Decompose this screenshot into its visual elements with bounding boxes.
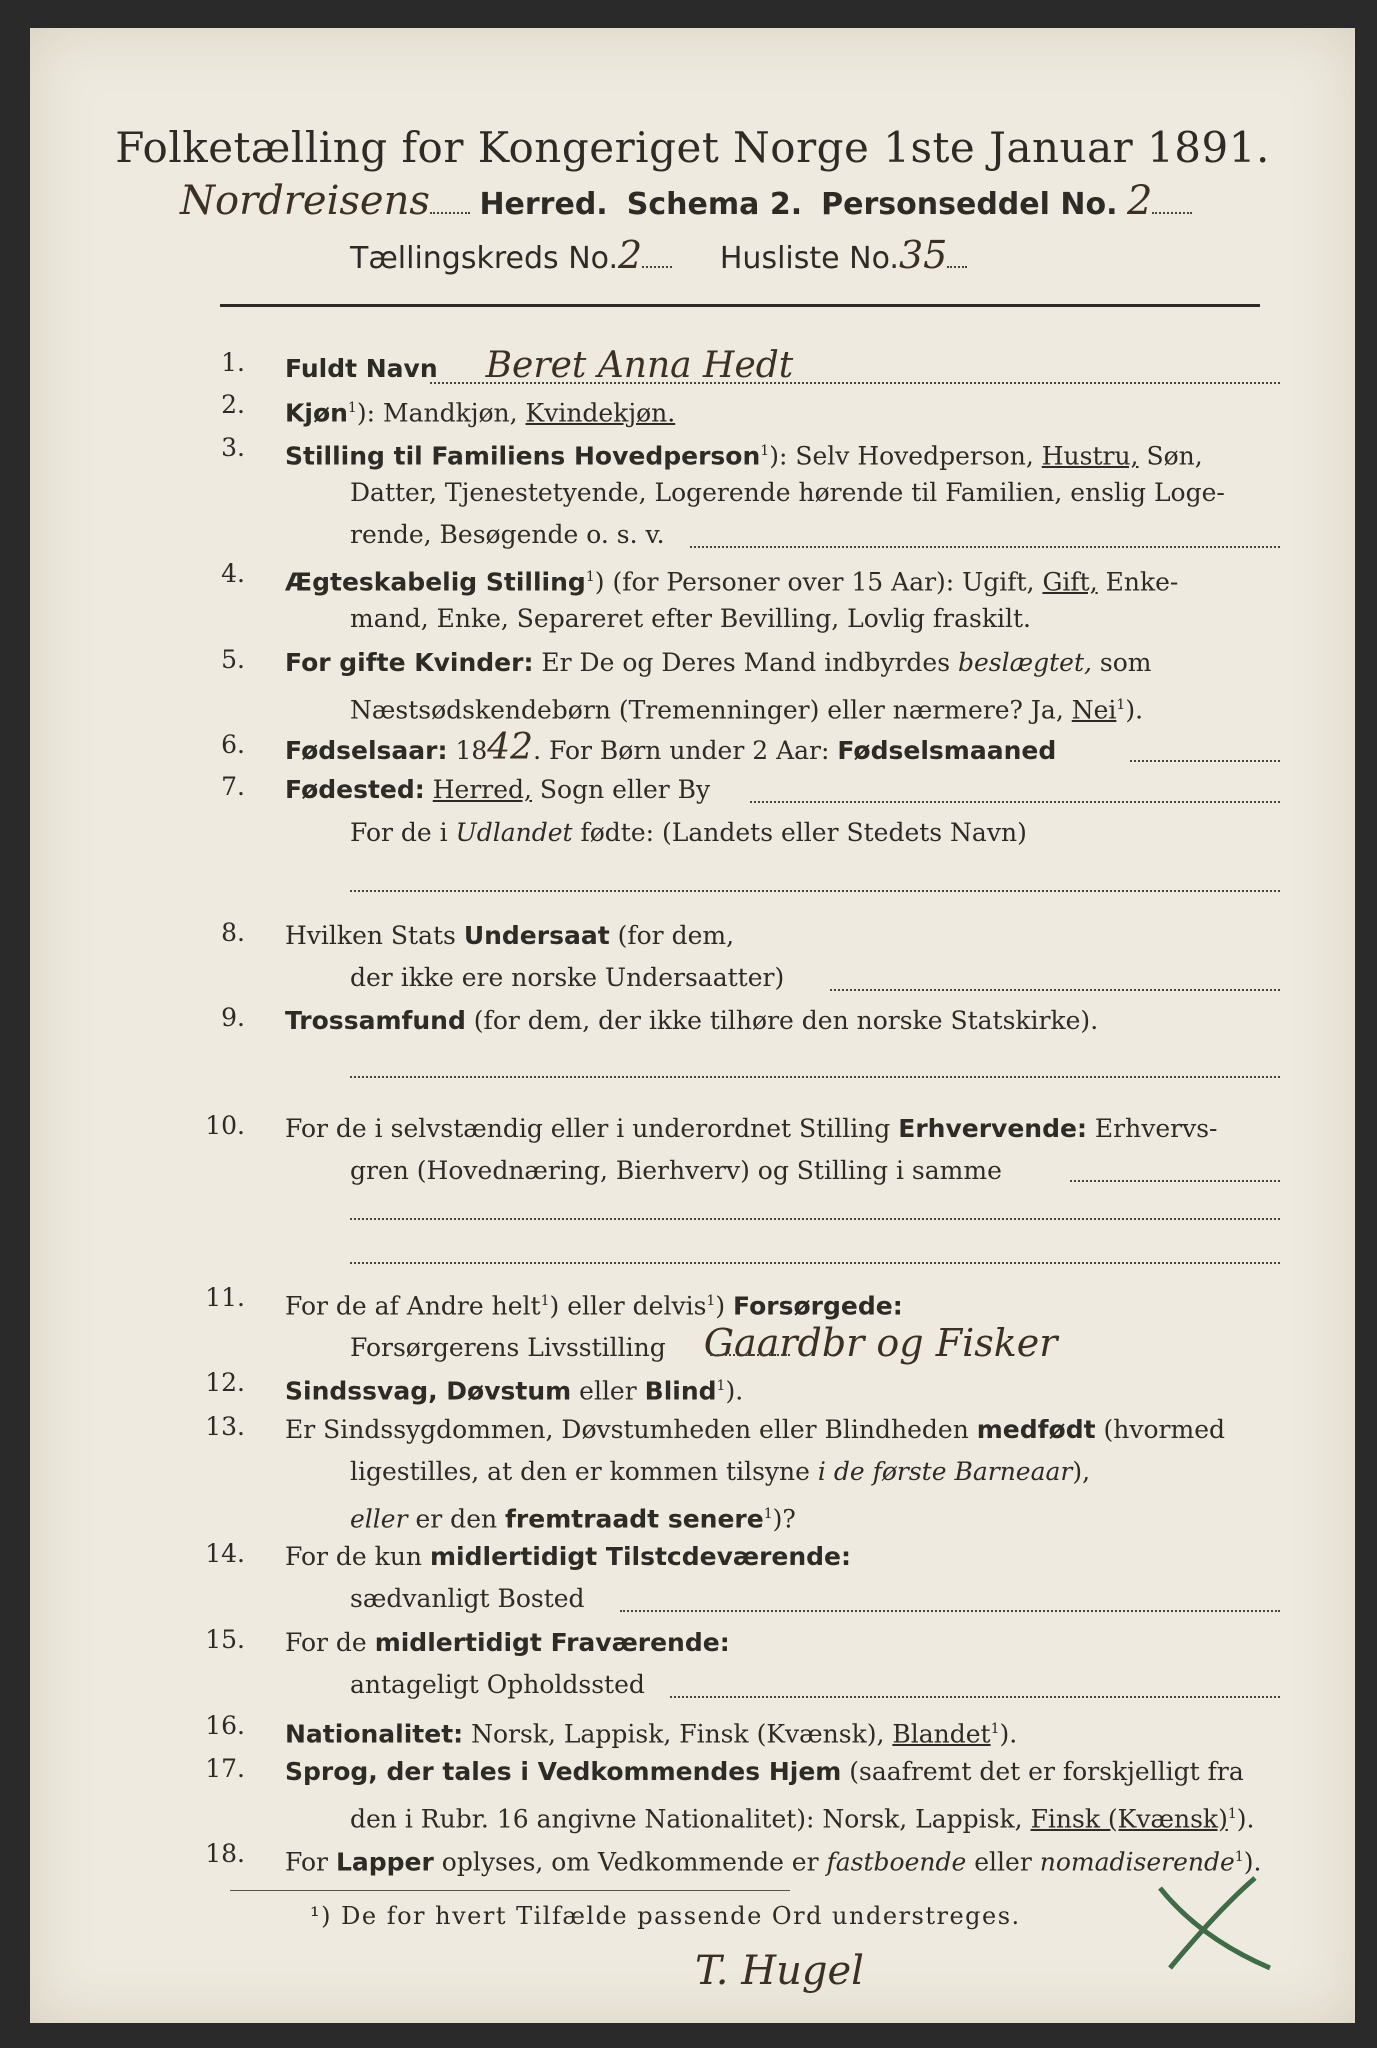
q18-text-b: oplyses, om Vedkommende er [433, 1847, 827, 1877]
q18-text: For [285, 1847, 336, 1877]
footnote-marker: 1 [347, 400, 357, 416]
q2-underlined-answer: Kvindekjøn. [525, 398, 676, 428]
q13-line3-italic: eller [350, 1504, 408, 1534]
q10-label: Erhvervende: [898, 1114, 1087, 1143]
q6-label2: Fødselsmaaned [837, 736, 1057, 765]
q11-line2 [350, 1321, 1058, 1366]
item-number: 9. [221, 1003, 245, 1032]
q18-row [285, 1839, 1261, 1880]
q18-label: Lapper [335, 1847, 434, 1877]
q17-label: Sprog, der tales i Vedkommendes Hjem [285, 1757, 842, 1786]
item-number: 1. [221, 348, 245, 377]
q15-dotted-line [670, 1696, 1280, 1698]
q11-label: Forsørgede: [733, 1291, 903, 1321]
q3-text: ): Selv Hovedperson, [769, 441, 1042, 471]
item-number: 8. [221, 918, 245, 947]
q12-text: eller [571, 1376, 645, 1406]
q4-label: Ægteskabelig Stilling [285, 567, 586, 597]
q3-line3: rende, Besøgende o. s. v. [350, 520, 665, 549]
signature: T. Hugel [695, 1948, 864, 1994]
q12-label2: Blind [644, 1376, 717, 1406]
q17-underlined-answer: Finsk (Kvænsk) [1030, 1804, 1228, 1834]
q7-line2-italic: Udlandet [455, 818, 573, 847]
footnote-marker: 1 [1116, 697, 1126, 713]
item-number: 2. [221, 390, 245, 419]
footnote-marker: 1 [763, 1506, 773, 1522]
item-number: 17. [205, 1754, 245, 1783]
q2-label: Kjøn [285, 398, 348, 428]
item-number: 15. [205, 1625, 245, 1654]
q7-dotted-line-2 [350, 890, 1280, 892]
q14-text: For de kun [285, 1542, 430, 1571]
q8-dotted-line [830, 989, 1280, 991]
schema-label: Schema 2. [626, 187, 803, 222]
q1-name-value: Beret Anna Hedt [485, 345, 794, 386]
q13-line3-text: er den [407, 1504, 506, 1534]
q10-dotted-line-3 [350, 1262, 1280, 1264]
q6-year-prefix: 18 [455, 736, 488, 765]
green-check-mark-icon [1150, 1868, 1290, 1988]
q17-line2 [350, 1796, 1254, 1837]
q4-line2: mand, Enke, Separeret efter Bevilling, Lovlig fraskilt. [350, 604, 1031, 633]
q6-dotted-line [1130, 760, 1280, 762]
q2-row [285, 390, 675, 431]
item-number: 3. [221, 433, 245, 462]
q9-dotted-line [350, 1076, 1280, 1078]
q14-row [285, 1539, 851, 1575]
q3-text-b: Søn, [1138, 441, 1203, 471]
husliste-value: 35 [898, 233, 948, 277]
q13-label2: fremtraadt senere [505, 1504, 764, 1534]
q16-text: Norsk, Lappisk, Finsk (Kvænsk), [463, 1719, 893, 1749]
q5-underlined-answer: Nei [1071, 695, 1117, 725]
q5-text-b: som [1091, 648, 1152, 677]
q13-line2-italic: i de første Barneaar [817, 1457, 1073, 1486]
q12-label: Sindssvag, Døvstum [285, 1376, 572, 1406]
footnote: ¹) De for hvert Tilfælde passende Ord understreges. [310, 1902, 1021, 1930]
q11-provider-value: Gaardbr og Fisker [703, 1321, 1058, 1365]
q15-text: For de [285, 1628, 375, 1657]
q3-dotted-line [690, 546, 1280, 548]
q13-line2 [350, 1454, 1090, 1490]
item-number: 12. [205, 1368, 245, 1397]
q12-row [285, 1368, 743, 1409]
herred-value: Nordreisens [180, 178, 430, 224]
q13-label: medfødt [976, 1415, 1096, 1444]
q11-line2-text: Forsørgerens Livsstilling [350, 1333, 666, 1362]
footnote-marker: 1 [716, 1378, 726, 1394]
q2-text: ): Mandkjøn, [356, 398, 526, 428]
item-number: 6. [221, 730, 245, 759]
q5-row [285, 645, 1152, 681]
q16-row [285, 1711, 1017, 1752]
footnote-marker: 1 [1227, 1806, 1237, 1822]
q5-line2 [350, 687, 1143, 728]
q17-line2-text: den i Rubr. 16 angivne Nationalitet): Norsk, Lappisk, [350, 1804, 1031, 1834]
footnote-marker: 1 [706, 1293, 716, 1309]
q5-text: Er De og Deres Mand indbyrdes [533, 648, 958, 677]
q5-text-c: ). [1125, 695, 1144, 725]
q15-line2: antageligt Opholdssted [350, 1670, 645, 1699]
q17-row [285, 1754, 1244, 1790]
footnote-marker: 1 [760, 443, 770, 459]
q13-line3-text-b: )? [772, 1504, 796, 1534]
herred-label: Herred. [479, 187, 608, 222]
q8-text-b: (for dem, [609, 921, 735, 950]
q3-row [285, 433, 1203, 474]
q1-dotted-line [430, 382, 1280, 384]
q7-underlined-answer: Herred, [432, 775, 532, 804]
q14-line2: sædvanligt Bosted [350, 1584, 585, 1613]
q14-label: midlertidigt Tilstcdeværende: [429, 1542, 852, 1571]
q5-line2-text: Næstsødskendebørn (Tremenninger) eller nærmere? Ja, [350, 695, 1072, 725]
q6-text: . For Børn under 2 Aar: [533, 736, 838, 765]
footnote-rule [230, 1890, 790, 1891]
q11-text: For de af Andre helt [285, 1291, 541, 1321]
q11-dotted-line [710, 1354, 790, 1356]
q4-text: ) (for Personer over 15 Aar): Ugift, [594, 567, 1043, 597]
item-number: 18. [205, 1839, 245, 1868]
q16-text-b: ). [999, 1719, 1018, 1749]
kreds-value: 2 [618, 233, 643, 277]
q13-text-b: (hvormed [1095, 1415, 1225, 1444]
q8-line2: der ikke ere norske Undersaatter) [350, 963, 785, 992]
q4-row [285, 559, 1178, 600]
q13-text: Er Sindssygdommen, Døvstumheden eller Blindheden [285, 1415, 977, 1444]
q8-row [285, 918, 734, 954]
q15-row [285, 1625, 730, 1661]
item-number: 4. [221, 559, 245, 588]
item-number: 7. [221, 772, 245, 801]
q6-label: Fødselsaar: [285, 736, 448, 765]
footnote-marker: 1 [540, 1293, 550, 1309]
q1-label: Fuldt Navn [285, 354, 438, 383]
q3-underlined-answer: Hustru, [1041, 441, 1139, 471]
q11-row: For de af Andre helt$^1$) eller delvis$^1$) Forsørgede: [285, 1291, 903, 1321]
q3-label: Stilling til Familiens Hovedperson [285, 441, 761, 471]
q10-dotted-line [1070, 1180, 1280, 1182]
herred-line [180, 178, 1192, 224]
q16-underlined-answer: Blandet [892, 1719, 991, 1749]
q4-text-b: Enke- [1097, 567, 1179, 597]
item-number: 13. [205, 1412, 245, 1441]
q4-underlined-answer: Gift, [1042, 567, 1098, 597]
footnote-marker: 1 [990, 1721, 1000, 1737]
q3-line2: Datter, Tjenestetyende, Logerende hørende til Familien, enslig Loge- [350, 478, 1225, 507]
q9-row [285, 1003, 1098, 1039]
q7-line2-text-b: fødte: (Landets eller Stedets Navn) [572, 818, 1027, 847]
item-number: 11. [205, 1283, 245, 1312]
header-rule [220, 304, 1260, 307]
q5-label: For gifte Kvinder: [285, 648, 534, 677]
kreds-line [350, 233, 967, 277]
footnote-marker: 1 [585, 569, 595, 585]
q18-italic2: nomadiserende [1039, 1847, 1235, 1877]
q7-line2 [350, 815, 1027, 851]
q7-row [285, 772, 710, 808]
q13-line2-text-b: ), [1072, 1457, 1091, 1486]
q5-italic: beslægtet, [958, 648, 1092, 677]
q18-text-d: ). [1243, 1847, 1262, 1877]
q10-text: For de i selvstændig eller i underordnet Stilling [285, 1114, 899, 1143]
q10-row [285, 1111, 1217, 1147]
q18-text-c: eller [966, 1847, 1040, 1877]
q9-text: (for dem, der ikke tilhøre den norske Statskirke). [465, 1006, 1099, 1035]
personseddel-label: Personseddel No. [821, 187, 1118, 222]
q8-text: Hvilken Stats [285, 921, 464, 950]
item-number: 16. [205, 1711, 245, 1740]
q16-label: Nationalitet: [285, 1719, 464, 1749]
q7-dotted-line [750, 801, 1280, 803]
form-title: Folketælling for Kongeriget Norge 1ste Januar 1891. [115, 123, 1270, 172]
personseddel-value: 2 [1127, 178, 1153, 224]
q14-dotted-line [620, 1610, 1280, 1612]
q6-year-value: 42 [487, 727, 534, 768]
husliste-label: Husliste No. [719, 241, 899, 276]
q8-label: Undersaat [463, 921, 610, 950]
q18-italic1: fastboende [826, 1847, 967, 1877]
census-form [30, 28, 1355, 2023]
q11-text-b: ) eller delvis [549, 1291, 707, 1321]
item-number: 10. [205, 1111, 245, 1140]
kreds-label: Tællingskreds No. [350, 241, 618, 276]
q6-row [285, 727, 1057, 769]
item-number: 14. [205, 1539, 245, 1568]
item-number: 5. [221, 645, 245, 674]
q15-label: midlertidigt Fraværende: [374, 1628, 730, 1657]
q7-text: Sogn eller By [531, 775, 711, 804]
q7-label: Fødested: [285, 775, 425, 804]
q13-row [285, 1412, 1225, 1448]
footnote-marker: 1 [1234, 1849, 1244, 1865]
q10-text-b: Erhvervs- [1086, 1114, 1218, 1143]
q17-text: (saafremt det er forskjelligt fra [841, 1757, 1244, 1786]
q17-text-b: ). [1236, 1804, 1255, 1834]
q13-line2-text: ligestilles, at den er kommen tilsyne [350, 1457, 818, 1486]
q12-text-b: ). [725, 1376, 744, 1406]
q13-line3 [350, 1496, 796, 1537]
q10-line2: gren (Hovednæring, Bierhverv) og Stilling i samme [350, 1156, 1002, 1185]
q9-label: Trossamfund [285, 1006, 466, 1035]
q10-dotted-line-2 [350, 1218, 1280, 1220]
q7-line2-text: For de i [350, 818, 456, 847]
